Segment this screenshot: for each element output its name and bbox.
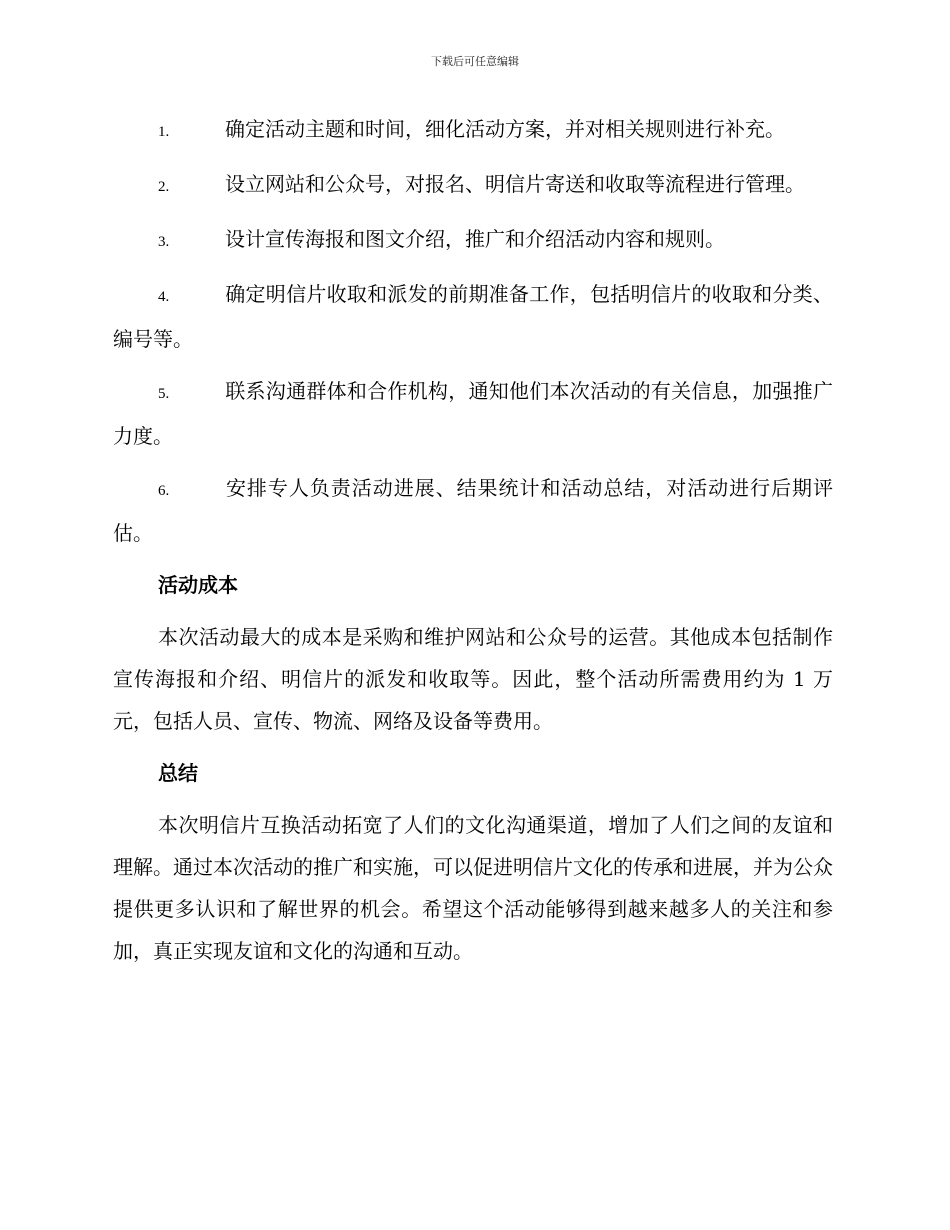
step-text: 设计宣传海报和图文介绍，推广和介绍活动内容和规则。 <box>225 227 725 251</box>
cost-paragraph: 本次活动最大的成本是采购和维护网站和公众号的运营。其他成本包括制作宣传海报和介绍、明信片的派发和收取等。因此，整个活动所需费用约为 1 万元，包括人员、宣传、物流、网络及设备等费用。 <box>113 625 833 733</box>
step-text: 设立网站和公众号，对报名、明信片寄送和收取等流程进行管理。 <box>225 172 805 196</box>
step-item-3 <box>113 218 833 263</box>
step-number: 5. <box>158 386 170 402</box>
cost-heading: 活动成本 <box>158 573 238 597</box>
step-number: 6. <box>158 483 170 499</box>
step-number: 4. <box>158 289 170 305</box>
page-header: 下载后可任意编辑 <box>431 55 519 68</box>
document-body <box>113 108 833 982</box>
step-text: 确定明信片收取和派发的前期准备工作，包括明信片的收取和分类、编号等。 <box>113 282 833 351</box>
summary-heading: 总结 <box>158 761 198 785</box>
step-number: 2. <box>158 179 170 195</box>
step-item-5 <box>113 370 833 457</box>
step-item-6 <box>113 467 833 554</box>
step-item-2 <box>113 163 833 208</box>
step-item-4 <box>113 273 833 360</box>
step-item-1 <box>113 108 833 153</box>
step-text: 联系沟通群体和合作机构，通知他们本次活动的有关信息，加强推广力度。 <box>113 379 833 448</box>
step-number: 3. <box>158 234 170 250</box>
step-text: 确定活动主题和时间，细化活动方案，并对相关规则进行补充。 <box>225 117 785 141</box>
summary-paragraph: 本次明信片互换活动拓宽了人们的文化沟通渠道，增加了人们之间的友谊和理解。通过本次活动的推广和实施，可以促进明信片文化的传承和进展，并为公众提供更多认识和了解世界的机会。希望这个活动能够得到越来越多人的关注和参加，真正实现友谊和文化的沟通和互动。 <box>113 813 833 963</box>
step-text: 安排专人负责活动进展、结果统计和活动总结，对活动进行后期评估。 <box>113 476 833 545</box>
step-number: 1. <box>158 124 170 140</box>
